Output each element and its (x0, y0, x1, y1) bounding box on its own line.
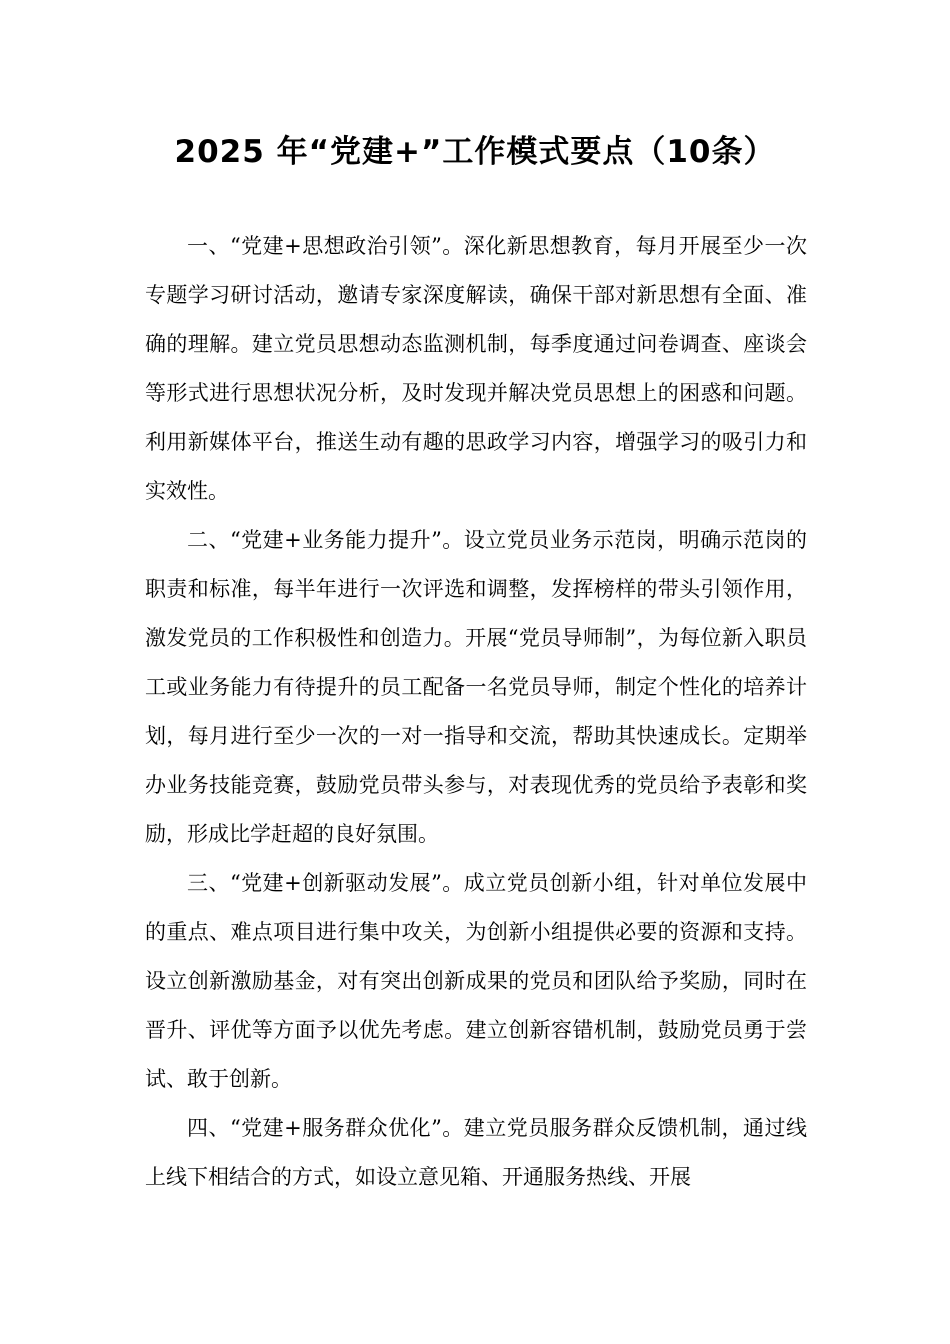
paragraph-3: 三、“党建+创新驱动发展”。成立党员创新小组，针对单位发展中的重点、难点项目进行集中攻关，为创新小组提供必要的资源和支持。设立创新激励基金，对有突出创新成果的党员和团队给予奖励，同时在晋升、评优等方面予以优先考虑。建立创新容错机制，鼓励党员勇于尝试、敢于创新。 (145, 871, 807, 1091)
paragraph-4: 四、“党建+服务群众优化”。建立党员服务群众反馈机制，通过线上线下相结合的方式，如设立意见箱、开通服务热线、开展 (145, 1116, 807, 1189)
document-title: 2025 年“党建+”工作模式要点（10条） (174, 134, 776, 170)
paragraph-2: 二、“党建+业务能力提升”。设立党员业务示范岗，明确示范岗的职责和标准，每半年进行一次评选和调整，发挥榜样的带头引领作用，激发党员的工作积极性和创造力。开展“党员导师制”，为每位新入职员工或业务能力有待提升的员工配备一名党员导师，制定个性化的培养计划，每月进行至少一次的一对一指导和交流，帮助其快速成长。定期举办业务技能竞赛，鼓励党员带头参与，对表现优秀的党员给予表彰和奖励，形成比学赶超的良好氛围。 (145, 528, 807, 846)
paragraph-1: 一、“党建+思想政治引领”。深化新思想教育，每月开展至少一次专题学习研讨活动，邀请专家深度解读，确保干部对新思想有全面、准确的理解。建立党员思想动态监测机制，每季度通过问卷调查、座谈会等形式进行思想状况分析，及时发现并解决党员思想上的困惑和问题。利用新媒体平台，推送生动有趣的思政学习内容，增强学习的吸引力和实效性。 (145, 234, 807, 503)
document-body (145, 222, 807, 1202)
